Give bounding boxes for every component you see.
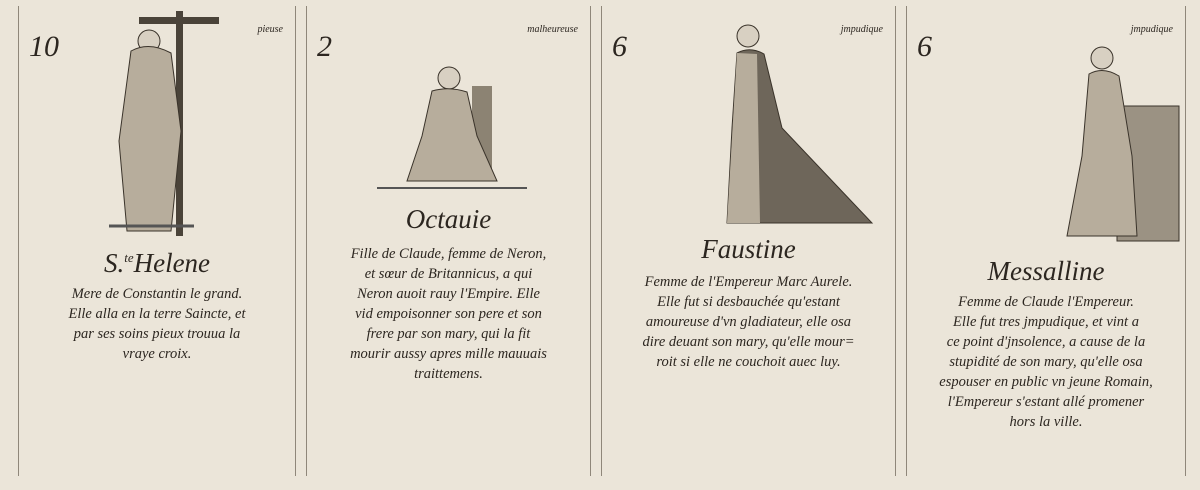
card-octauie: [306, 6, 591, 476]
card-faustine: [601, 6, 896, 476]
card-trait: malheureuse: [527, 24, 578, 35]
card-messalline: [906, 6, 1186, 476]
card-number: 10: [29, 30, 59, 63]
card-helene: [18, 6, 296, 476]
card-description: Femme de Claude l'Empereur. Elle fut tres jmpudique, et vint a ce point d'jnsolence, a cause de la stupidité de son mary, qu'elle osa espouser en public vn jeune Romain, l'Empereur s'estant allé promener hors la ville.: [939, 294, 1153, 430]
faustine-figure: [712, 18, 882, 233]
card-name: Messalline: [987, 256, 1105, 286]
messalline-figure: [1057, 36, 1182, 246]
saint-helene-figure: [79, 11, 219, 241]
octauie-figure: [377, 56, 527, 196]
card-trait: pieuse: [257, 24, 283, 35]
card-description: Mere de Constantin le grand. Elle alla en la terre Saincte, et par ses soins pieux trouua la vraye croix.: [68, 286, 246, 362]
card-description: Femme de l'Empereur Marc Aurele. Elle fut si desbauchée qu'estant amoureuse d'vn gladiateur, elle osa dire deuant son mary, qu'elle mour= roit si elle ne couchoit auec luy.: [642, 274, 855, 370]
card-number: 6: [917, 30, 932, 63]
card-trait: jmpudique: [1130, 24, 1173, 35]
card-number: 6: [612, 30, 627, 63]
card-name: S.$^{te}$Helene: [103, 248, 211, 278]
card-number: 2: [317, 30, 332, 63]
card-description: Fille de Claude, femme de Neron, et sœur de Britannicus, a qui Neron auoit rauy l'Empire. Elle vid empoisonner son pere et son frere par son mary, qui la fit mourir aussy apres mille mauuais traittemens.: [350, 246, 547, 382]
card-trait: jmpudique: [840, 24, 883, 35]
card-name: Faustine: [701, 234, 796, 264]
card-name: Octauie: [405, 204, 492, 234]
